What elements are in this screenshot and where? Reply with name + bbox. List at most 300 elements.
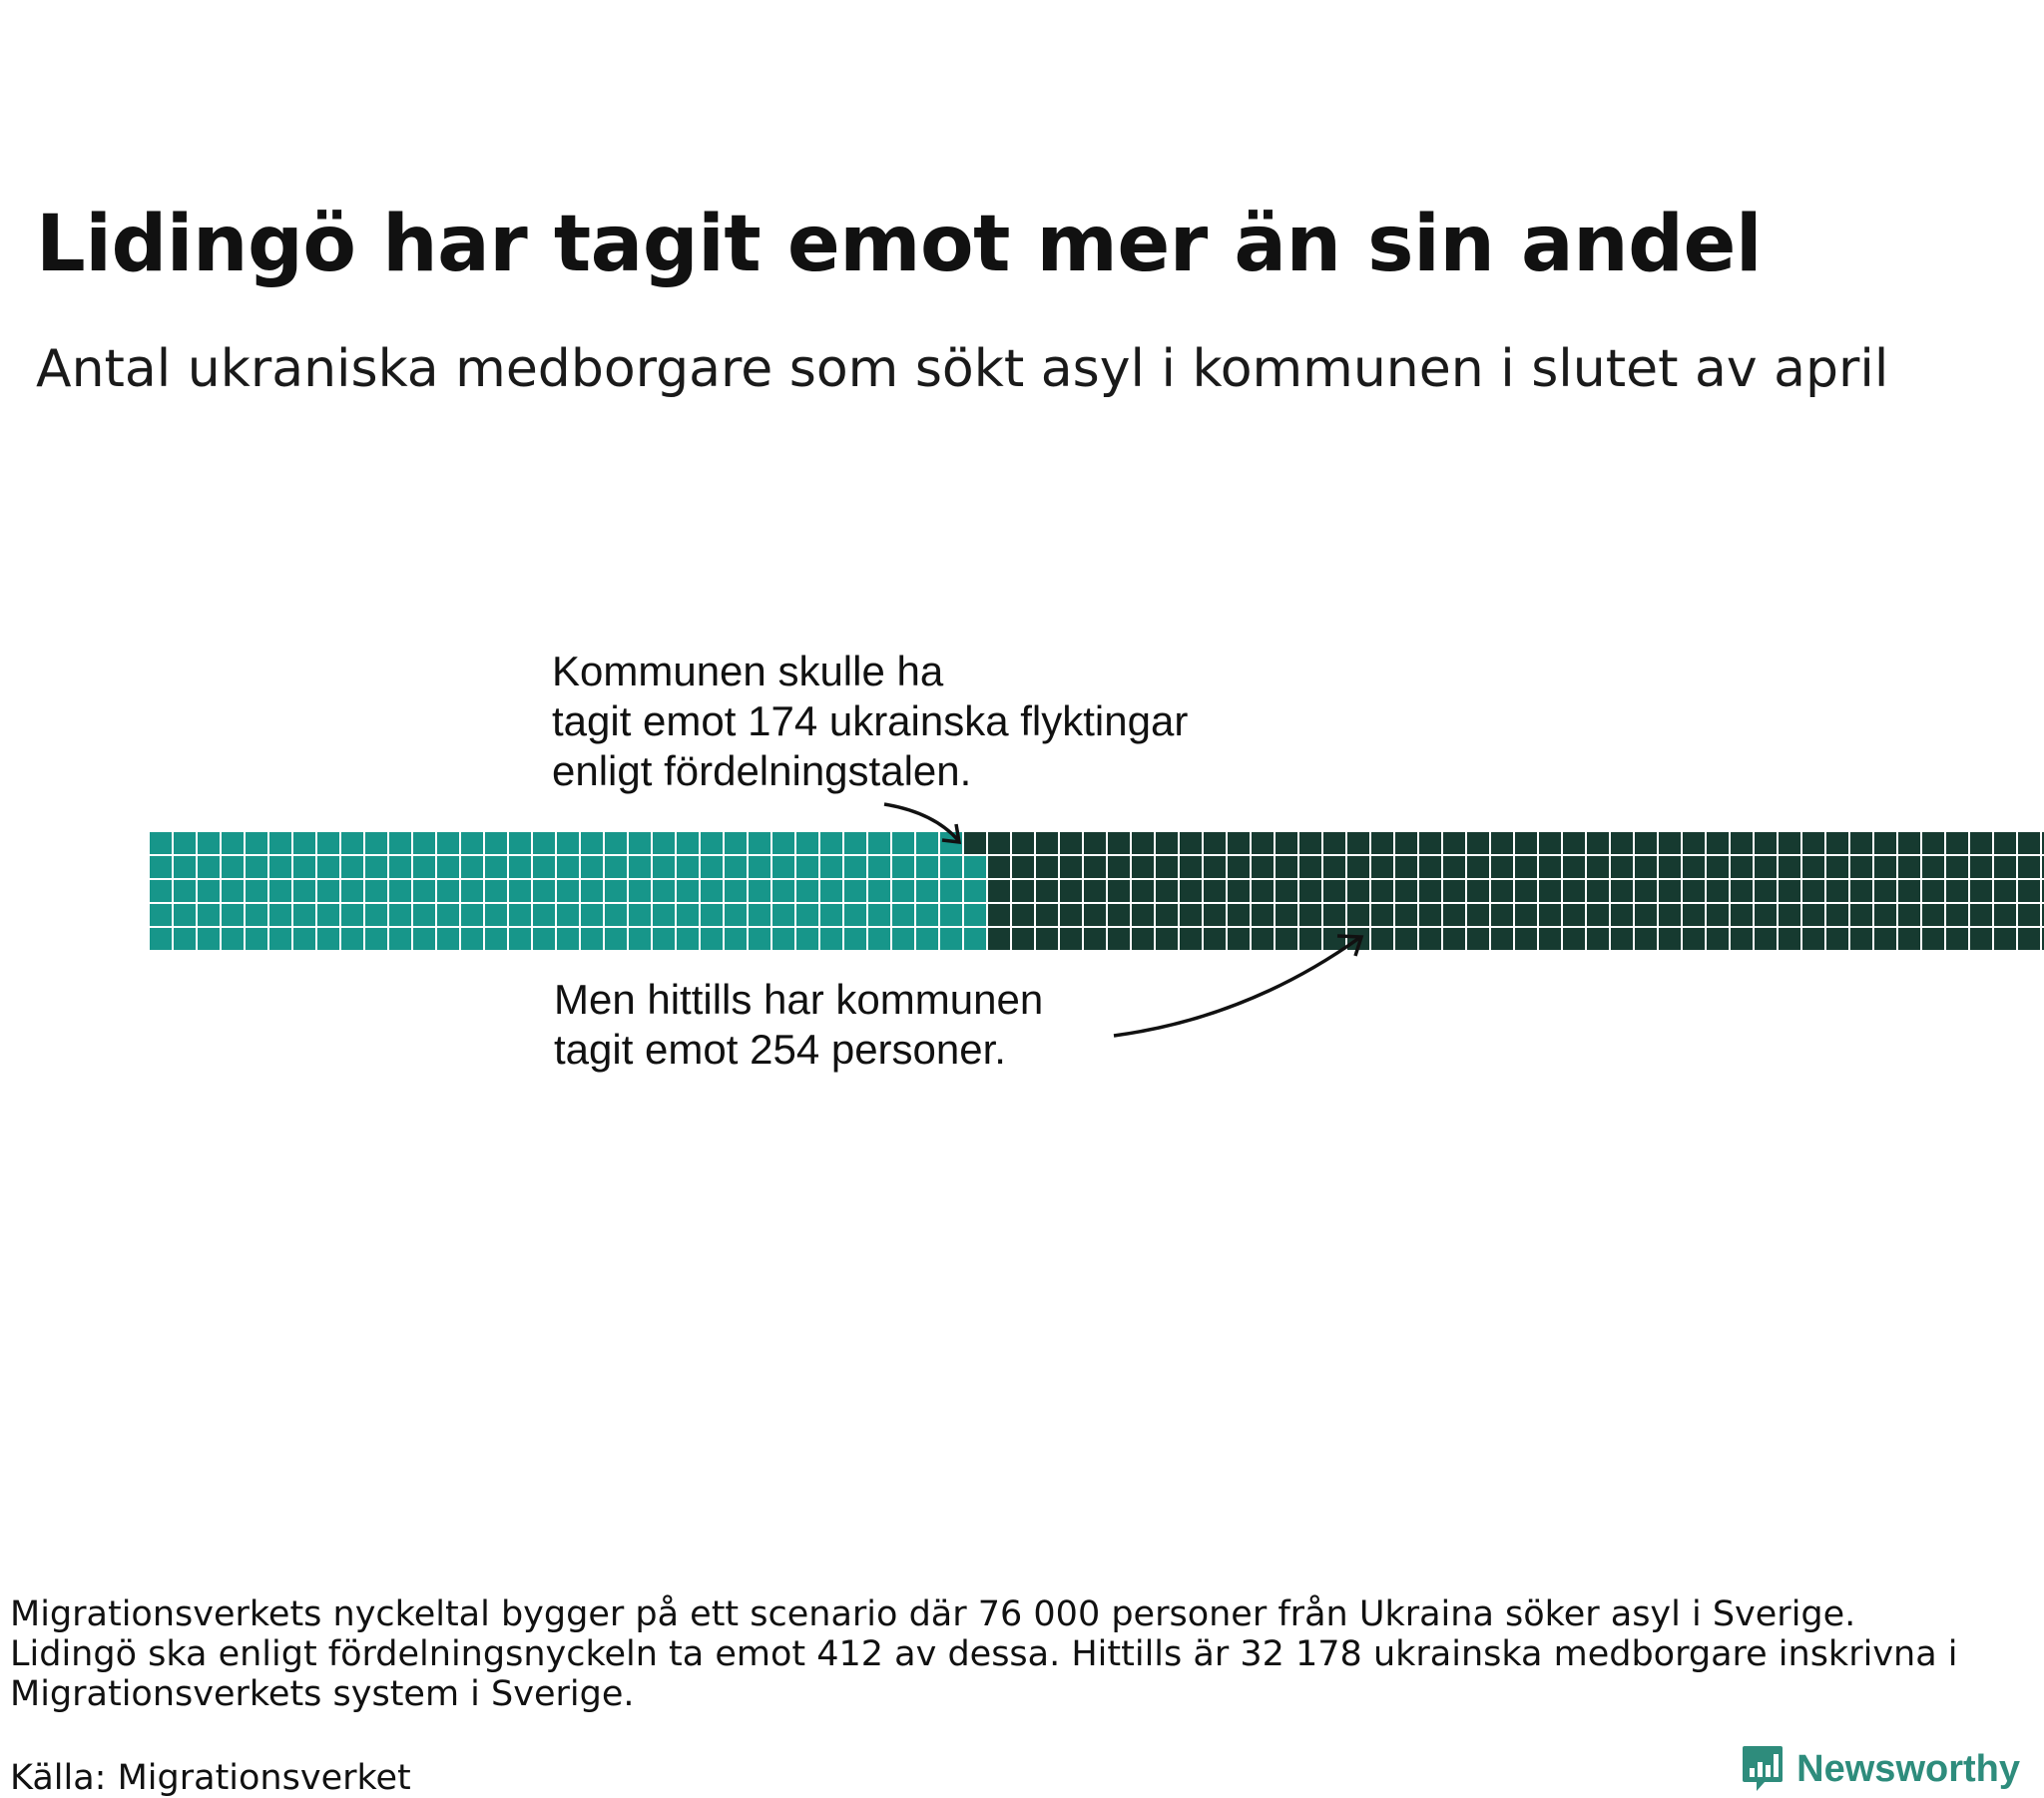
- waffle-cell-quota: [629, 856, 651, 878]
- waffle-cell-extra: [1443, 880, 1465, 902]
- waffle-cell-extra: [1635, 928, 1657, 950]
- waffle-cell-quota: [485, 904, 507, 926]
- waffle-cell-quota: [916, 832, 938, 854]
- waffle-cell-quota: [749, 904, 770, 926]
- waffle-cell-quota: [772, 904, 794, 926]
- waffle-cell-quota: [533, 904, 555, 926]
- waffle-cell-extra: [1611, 832, 1633, 854]
- annotation-total-line: tagit emot 254 personer.: [554, 1026, 1006, 1073]
- waffle-cell-quota: [437, 928, 459, 950]
- waffle-cell-extra: [1012, 832, 1034, 854]
- waffle-cell-extra: [1994, 880, 2016, 902]
- waffle-cell-quota: [844, 832, 866, 854]
- waffle-cell-extra: [2018, 880, 2040, 902]
- waffle-cell-extra: [1036, 832, 1058, 854]
- waffle-cell-extra: [1156, 904, 1178, 926]
- waffle-cell-quota: [461, 856, 483, 878]
- waffle-cell-extra: [1084, 928, 1106, 950]
- waffle-cell-extra: [1419, 856, 1441, 878]
- waffle-cell-quota: [916, 904, 938, 926]
- waffle-cell-quota: [389, 904, 411, 926]
- annotation-total: [554, 975, 1043, 1075]
- waffle-cell-quota: [892, 856, 914, 878]
- annotation-quota-line: Kommunen skulle ha: [552, 648, 944, 694]
- waffle-cell-extra: [1108, 832, 1130, 854]
- waffle-cell-extra: [1898, 880, 1920, 902]
- waffle-cell-quota: [317, 904, 339, 926]
- waffle-cell-quota: [868, 880, 890, 902]
- waffle-cell-extra: [1850, 904, 1872, 926]
- waffle-cell-extra: [1922, 904, 1944, 926]
- waffle-cell-extra: [1156, 880, 1178, 902]
- waffle-cell-extra: [1707, 832, 1729, 854]
- waffle-cell-quota: [725, 832, 747, 854]
- waffle-cell-quota: [341, 928, 363, 950]
- waffle-cell-quota: [533, 832, 555, 854]
- waffle-cell-quota: [198, 928, 220, 950]
- waffle-cell-extra: [964, 832, 986, 854]
- waffle-cell-extra: [1323, 928, 1345, 950]
- waffle-cell-quota: [174, 904, 196, 926]
- waffle-cell-quota: [246, 832, 267, 854]
- waffle-cell-extra: [1850, 832, 1872, 854]
- waffle-cell-quota: [749, 856, 770, 878]
- waffle-cell-extra: [1755, 880, 1777, 902]
- waffle-cell-extra: [1802, 856, 1824, 878]
- waffle-cell-extra: [988, 904, 1010, 926]
- waffle-cell-extra: [1994, 904, 2016, 926]
- waffle-cell-quota: [509, 880, 531, 902]
- waffle-cell-quota: [868, 856, 890, 878]
- waffle-cell-extra: [1970, 856, 1992, 878]
- footnote: [10, 1594, 2006, 1714]
- waffle-cell-quota: [605, 832, 627, 854]
- waffle-cell-quota: [198, 904, 220, 926]
- arrow-to-total: [1114, 938, 1359, 1036]
- waffle-cell-quota: [557, 880, 579, 902]
- waffle-cell-extra: [1898, 928, 1920, 950]
- waffle-cell-extra: [1371, 880, 1393, 902]
- waffle-cell-extra: [1539, 880, 1561, 902]
- waffle-cell-extra: [1347, 832, 1369, 854]
- waffle-cell-quota: [509, 904, 531, 926]
- waffle-cell-quota: [174, 880, 196, 902]
- waffle-cell-quota: [820, 880, 842, 902]
- waffle-cell-extra: [1371, 856, 1393, 878]
- waffle-cell-quota: [629, 928, 651, 950]
- waffle-cell-extra: [1108, 856, 1130, 878]
- waffle-cell-quota: [772, 928, 794, 950]
- waffle-cell-quota: [317, 856, 339, 878]
- waffle-cell-extra: [1898, 856, 1920, 878]
- waffle-cell-quota: [605, 880, 627, 902]
- waffle-cell-quota: [365, 832, 387, 854]
- waffle-cell-extra: [2018, 928, 2040, 950]
- waffle-cell-quota: [701, 856, 723, 878]
- waffle-cell-extra: [1683, 880, 1705, 902]
- waffle-cell-extra: [1635, 856, 1657, 878]
- footnote-line: Migrationsverkets nyckeltal bygger på ett scenario där 76 000 personer från Ukraina söker asyl i Sverige.: [10, 1594, 1856, 1634]
- waffle-cell-extra: [1132, 856, 1154, 878]
- waffle-cell-quota: [653, 904, 675, 926]
- waffle-cell-extra: [1276, 832, 1297, 854]
- waffle-cell-extra: [1826, 928, 1848, 950]
- waffle-cell-quota: [796, 832, 818, 854]
- waffle-cell-quota: [269, 928, 291, 950]
- waffle-cell-extra: [1419, 928, 1441, 950]
- waffle-cell-extra: [1228, 880, 1250, 902]
- waffle-cell-extra: [1132, 928, 1154, 950]
- waffle-cell-quota: [509, 832, 531, 854]
- waffle-cell-quota: [581, 928, 603, 950]
- waffle-cell-extra: [1802, 832, 1824, 854]
- waffle-cell-quota: [940, 856, 962, 878]
- waffle-cell-quota: [892, 928, 914, 950]
- waffle-cell-extra: [988, 856, 1010, 878]
- waffle-cell-extra: [1802, 880, 1824, 902]
- waffle-cell-extra: [1180, 880, 1202, 902]
- waffle-cell-quota: [461, 832, 483, 854]
- waffle-cell-quota: [413, 832, 435, 854]
- waffle-cell-quota: [509, 928, 531, 950]
- waffle-cell-quota: [485, 856, 507, 878]
- waffle-cell-quota: [389, 880, 411, 902]
- waffle-cell-extra: [1922, 856, 1944, 878]
- waffle-cell-extra: [1635, 904, 1657, 926]
- waffle-cell-quota: [581, 856, 603, 878]
- waffle-cell-extra: [1060, 904, 1082, 926]
- waffle-cell-extra: [1443, 856, 1465, 878]
- newsworthy-logo-text: Newsworthy: [1796, 1747, 2020, 1790]
- waffle-cell-extra: [1659, 856, 1681, 878]
- waffle-cell-extra: [988, 832, 1010, 854]
- waffle-cell-extra: [1156, 856, 1178, 878]
- waffle-cell-quota: [796, 856, 818, 878]
- waffle-cell-extra: [1731, 904, 1753, 926]
- waffle-cell-extra: [1587, 928, 1609, 950]
- waffle-cell-extra: [1755, 832, 1777, 854]
- chart-title: Lidingö har tagit emot mer än sin andel: [36, 200, 1763, 289]
- waffle-cell-extra: [1371, 928, 1393, 950]
- waffle-cell-quota: [293, 928, 315, 950]
- waffle-cell-extra: [1276, 904, 1297, 926]
- waffle-cell-quota: [246, 856, 267, 878]
- waffle-cell-quota: [677, 856, 699, 878]
- waffle-cell-extra: [1323, 904, 1345, 926]
- waffle-cell-extra: [1036, 904, 1058, 926]
- waffle-cell-extra: [1443, 904, 1465, 926]
- waffle-cell-extra: [1707, 904, 1729, 926]
- waffle-cell-quota: [772, 832, 794, 854]
- waffle-cell-quota: [868, 904, 890, 926]
- waffle-cell-quota: [653, 928, 675, 950]
- newsworthy-logo[interactable]: [1741, 1744, 2020, 1794]
- waffle-cell-extra: [1659, 832, 1681, 854]
- waffle-cell-extra: [1994, 832, 2016, 854]
- waffle-cell-quota: [701, 928, 723, 950]
- waffle-cell-extra: [1779, 928, 1800, 950]
- waffle-cell-quota: [701, 832, 723, 854]
- waffle-cell-extra: [1563, 832, 1585, 854]
- waffle-cell-extra: [1060, 856, 1082, 878]
- waffle-cell-quota: [293, 880, 315, 902]
- waffle-cell-extra: [1323, 880, 1345, 902]
- waffle-cell-quota: [174, 928, 196, 950]
- waffle-cell-quota: [892, 904, 914, 926]
- waffle-cell-extra: [1635, 880, 1657, 902]
- waffle-cell-quota: [844, 928, 866, 950]
- waffle-cell-extra: [1299, 880, 1321, 902]
- waffle-cell-extra: [1228, 928, 1250, 950]
- waffle-cell-extra: [1587, 880, 1609, 902]
- newsworthy-logo-icon: [1741, 1744, 1785, 1794]
- annotation-quota-line: enligt fördelningstalen.: [552, 747, 972, 794]
- waffle-cell-extra: [1419, 904, 1441, 926]
- waffle-cell-quota: [629, 880, 651, 902]
- waffle-cell-quota: [222, 856, 244, 878]
- waffle-cell-quota: [916, 856, 938, 878]
- waffle-cell-extra: [1611, 880, 1633, 902]
- waffle-cell-quota: [629, 832, 651, 854]
- waffle-cell-extra: [1515, 928, 1537, 950]
- waffle-cell-extra: [1228, 856, 1250, 878]
- waffle-cell-quota: [749, 832, 770, 854]
- waffle-cell-extra: [1299, 856, 1321, 878]
- waffle-cell-extra: [1874, 880, 1896, 902]
- waffle-cell-quota: [150, 832, 172, 854]
- waffle-cell-extra: [1395, 832, 1417, 854]
- waffle-cell-extra: [1683, 928, 1705, 950]
- waffle-cell-extra: [1946, 856, 1968, 878]
- waffle-cell-quota: [269, 856, 291, 878]
- waffle-cell-quota: [796, 880, 818, 902]
- waffle-cell-quota: [653, 856, 675, 878]
- waffle-cell-quota: [269, 832, 291, 854]
- waffle-cell-extra: [1563, 856, 1585, 878]
- waffle-cell-extra: [1611, 928, 1633, 950]
- waffle-cell-extra: [1515, 904, 1537, 926]
- waffle-cell-extra: [1347, 856, 1369, 878]
- waffle-cell-extra: [1874, 904, 1896, 926]
- waffle-cell-extra: [1323, 856, 1345, 878]
- waffle-cell-quota: [820, 904, 842, 926]
- waffle-cell-extra: [1491, 880, 1513, 902]
- waffle-cell-extra: [1156, 832, 1178, 854]
- waffle-cell-extra: [1180, 904, 1202, 926]
- waffle-cell-extra: [1012, 880, 1034, 902]
- waffle-cell-extra: [1108, 928, 1130, 950]
- waffle-cell-extra: [1204, 832, 1226, 854]
- waffle-cell-extra: [1850, 856, 1872, 878]
- waffle-cell-quota: [293, 856, 315, 878]
- waffle-cell-extra: [988, 880, 1010, 902]
- waffle-cell-extra: [1299, 832, 1321, 854]
- waffle-cell-quota: [150, 928, 172, 950]
- waffle-cell-extra: [1036, 856, 1058, 878]
- waffle-cell-quota: [341, 856, 363, 878]
- waffle-cell-extra: [1539, 904, 1561, 926]
- waffle-cell-extra: [1060, 880, 1082, 902]
- waffle-cell-quota: [365, 904, 387, 926]
- waffle-cell-extra: [1323, 832, 1345, 854]
- waffle-cell-quota: [365, 880, 387, 902]
- waffle-cell-extra: [1467, 928, 1489, 950]
- waffle-cell-quota: [725, 904, 747, 926]
- waffle-cell-extra: [1012, 928, 1034, 950]
- annotation-quota-line: tagit emot 174 ukrainska flyktingar: [552, 697, 1189, 744]
- waffle-cell-quota: [174, 856, 196, 878]
- waffle-cell-quota: [820, 832, 842, 854]
- waffle-cell-extra: [1683, 904, 1705, 926]
- waffle-cell-extra: [1515, 880, 1537, 902]
- waffle-cell-quota: [365, 928, 387, 950]
- waffle-cell-extra: [1707, 928, 1729, 950]
- waffle-cell-extra: [1371, 832, 1393, 854]
- waffle-cell-extra: [1587, 856, 1609, 878]
- waffle-cell-quota: [389, 856, 411, 878]
- waffle-cell-quota: [940, 904, 962, 926]
- waffle-cell-quota: [293, 904, 315, 926]
- waffle-cell-quota: [725, 928, 747, 950]
- footnote-line: Lidingö ska enligt fördelningsnyckeln ta emot 412 av dessa. Hittills är 32 178 ukrainska medborgare inskrivna i: [10, 1634, 1958, 1674]
- waffle-cell-quota: [605, 856, 627, 878]
- waffle-cell-quota: [413, 856, 435, 878]
- waffle-cell-extra: [1683, 832, 1705, 854]
- waffle-cell-quota: [725, 856, 747, 878]
- waffle-cell-extra: [1826, 832, 1848, 854]
- waffle-cell-quota: [317, 832, 339, 854]
- waffle-cell-quota: [413, 928, 435, 950]
- waffle-cell-extra: [1970, 928, 1992, 950]
- waffle-cell-quota: [844, 904, 866, 926]
- waffle-cell-extra: [1204, 856, 1226, 878]
- waffle-cell-extra: [1922, 928, 1944, 950]
- waffle-cell-extra: [1276, 880, 1297, 902]
- waffle-cell-extra: [1443, 928, 1465, 950]
- waffle-cell-quota: [629, 904, 651, 926]
- waffle-cell-quota: [677, 832, 699, 854]
- waffle-cell-extra: [1970, 832, 1992, 854]
- waffle-cell-quota: [198, 880, 220, 902]
- waffle-cell-extra: [1419, 832, 1441, 854]
- waffle-cell-quota: [341, 904, 363, 926]
- waffle-cell-extra: [1898, 832, 1920, 854]
- waffle-cell-quota: [533, 856, 555, 878]
- waffle-cell-extra: [1036, 928, 1058, 950]
- waffle-cell-extra: [1731, 856, 1753, 878]
- waffle-cell-extra: [1587, 904, 1609, 926]
- waffle-cells: [150, 832, 2044, 950]
- waffle-cell-extra: [1347, 904, 1369, 926]
- waffle-cell-quota: [533, 880, 555, 902]
- source-note: Källa: Migrationsverket: [10, 1758, 411, 1798]
- waffle-cell-quota: [844, 880, 866, 902]
- waffle-cell-extra: [1826, 856, 1848, 878]
- waffle-cell-quota: [820, 856, 842, 878]
- waffle-cell-extra: [1180, 856, 1202, 878]
- waffle-cell-extra: [1108, 904, 1130, 926]
- waffle-cell-extra: [1731, 880, 1753, 902]
- waffle-cell-quota: [820, 928, 842, 950]
- waffle-cell-quota: [868, 928, 890, 950]
- waffle-cell-extra: [1491, 856, 1513, 878]
- waffle-cell-quota: [461, 928, 483, 950]
- footnote-line: Migrationsverkets system i Sverige.: [10, 1674, 635, 1714]
- waffle-cell-extra: [1659, 928, 1681, 950]
- waffle-cell-extra: [1635, 832, 1657, 854]
- waffle-cell-extra: [1012, 904, 1034, 926]
- waffle-cell-extra: [1731, 832, 1753, 854]
- waffle-cell-quota: [222, 904, 244, 926]
- waffle-cell-quota: [772, 880, 794, 902]
- waffle-cell-extra: [1755, 904, 1777, 926]
- waffle-cell-quota: [246, 880, 267, 902]
- waffle-cell-extra: [1539, 856, 1561, 878]
- waffle-cell-extra: [1970, 904, 1992, 926]
- waffle-cell-extra: [1611, 904, 1633, 926]
- waffle-cell-extra: [1132, 880, 1154, 902]
- waffle-cell-extra: [1515, 832, 1537, 854]
- waffle-cell-extra: [1779, 904, 1800, 926]
- waffle-cell-extra: [1252, 856, 1274, 878]
- waffle-cell-quota: [246, 904, 267, 926]
- waffle-cell-quota: [437, 880, 459, 902]
- waffle-cell-extra: [1802, 904, 1824, 926]
- waffle-cell-extra: [1874, 832, 1896, 854]
- waffle-cell-extra: [1946, 832, 1968, 854]
- waffle-cell-quota: [413, 880, 435, 902]
- waffle-cell-extra: [1084, 880, 1106, 902]
- waffle-cell-quota: [437, 856, 459, 878]
- waffle-cell-extra: [1515, 856, 1537, 878]
- waffle-cell-quota: [485, 832, 507, 854]
- waffle-cell-extra: [2018, 856, 2040, 878]
- waffle-cell-quota: [222, 880, 244, 902]
- waffle-cell-extra: [1347, 880, 1369, 902]
- waffle-cell-extra: [1467, 856, 1489, 878]
- waffle-cell-quota: [317, 928, 339, 950]
- waffle-cell-quota: [581, 832, 603, 854]
- waffle-cell-extra: [1539, 832, 1561, 854]
- waffle-cell-extra: [1276, 856, 1297, 878]
- waffle-cell-extra: [1491, 832, 1513, 854]
- waffle-cell-extra: [1802, 928, 1824, 950]
- waffle-cell-quota: [198, 832, 220, 854]
- waffle-cell-quota: [653, 832, 675, 854]
- waffle-cell-extra: [1491, 904, 1513, 926]
- waffle-cell-extra: [1922, 880, 1944, 902]
- waffle-cell-extra: [1611, 856, 1633, 878]
- waffle-cell-extra: [1707, 856, 1729, 878]
- waffle-cell-quota: [485, 928, 507, 950]
- waffle-cell-extra: [1539, 928, 1561, 950]
- waffle-cell-quota: [940, 880, 962, 902]
- waffle-cell-extra: [1252, 880, 1274, 902]
- waffle-cell-quota: [772, 856, 794, 878]
- waffle-cell-extra: [1371, 904, 1393, 926]
- annotation-quota: [552, 647, 1188, 796]
- waffle-cell-extra: [1659, 904, 1681, 926]
- waffle-cell-extra: [1467, 880, 1489, 902]
- waffle-cell-quota: [317, 880, 339, 902]
- waffle-cell-extra: [2018, 832, 2040, 854]
- waffle-cell-quota: [150, 856, 172, 878]
- waffle-cell-quota: [293, 832, 315, 854]
- waffle-cell-quota: [557, 904, 579, 926]
- waffle-cell-extra: [1946, 928, 1968, 950]
- waffle-cell-extra: [1755, 856, 1777, 878]
- waffle-cell-quota: [796, 928, 818, 950]
